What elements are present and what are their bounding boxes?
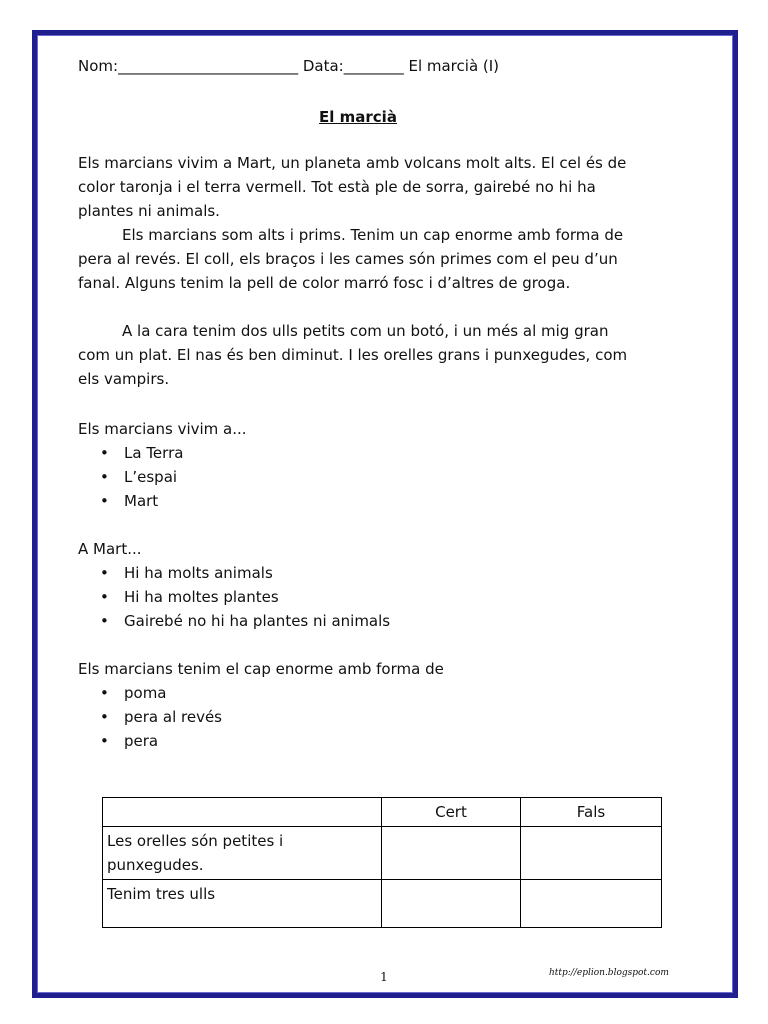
cert-answer-cell[interactable] (382, 827, 521, 880)
option-item[interactable]: • L’espai (100, 465, 638, 489)
option-item[interactable]: • La Terra (100, 441, 638, 465)
question-1 (78, 417, 638, 513)
paragraph-3 (78, 319, 638, 391)
table-header-cell (103, 798, 382, 827)
true-false-table (102, 797, 662, 928)
question-2-options (78, 561, 638, 633)
option-item[interactable]: • pera (100, 729, 638, 753)
paragraph-1 (78, 151, 638, 223)
cert-answer-cell[interactable] (382, 880, 521, 928)
paragraph-1-text: Els marcians vivim a Mart, un planeta amb volcans molt alts. El cel és de color taronja i el terra vermell. Tot està ple de sorra, gairebé no hi ha plantes ni animals. (78, 154, 627, 220)
table-row (103, 827, 662, 880)
option-item[interactable]: • Mart (100, 489, 638, 513)
paragraph-2-text: Els marcians som alts i prims. Tenim un cap enorme amb forma de pera al revés. El coll, els braços i les cames són primes com el peu d’un fanal. Alguns tenim la pell de color marró fosc i d’altres de groga. (78, 226, 624, 292)
paragraph-3-text: A la cara tenim dos ulls petits com un botó, i un més al mig gran com un plat. El nas és ben diminut. I les orelles grans i punxegudes, com els vampirs. (78, 322, 628, 388)
option-item[interactable]: • poma (100, 681, 638, 705)
statement-cell: Tenim tres ulls (103, 880, 382, 928)
page-number: 1 (380, 970, 388, 984)
table-header-cert: Cert (382, 798, 521, 827)
option-item[interactable]: • Hi ha molts animals (100, 561, 638, 585)
question-3 (78, 657, 638, 753)
table-row (103, 880, 662, 928)
footer-url: http://eplion.blogspot.com (549, 968, 669, 978)
option-item[interactable]: • Hi ha moltes plantes (100, 585, 638, 609)
statement-cell: Les orelles són petites i punxegudes. (103, 827, 382, 880)
fals-answer-cell[interactable] (521, 880, 662, 928)
option-item[interactable]: • Gairebé no hi ha plantes ni animals (100, 609, 638, 633)
option-item[interactable]: • pera al revés (100, 705, 638, 729)
question-2 (78, 537, 638, 633)
question-1-prompt: Els marcians vivim a... (78, 420, 247, 438)
worksheet-header: Nom:________________________ Data:________ El marcià (I) (78, 57, 500, 75)
table-header-fals: Fals (521, 798, 662, 827)
question-3-prompt: Els marcians tenim el cap enorme amb forma de (78, 660, 444, 678)
question-3-options (78, 681, 638, 753)
question-1-options (78, 441, 638, 513)
table-header-row (103, 798, 662, 827)
worksheet-title: El marcià (319, 108, 397, 126)
paragraph-2 (78, 223, 638, 295)
fals-answer-cell[interactable] (521, 827, 662, 880)
question-2-prompt: A Mart... (78, 540, 142, 558)
